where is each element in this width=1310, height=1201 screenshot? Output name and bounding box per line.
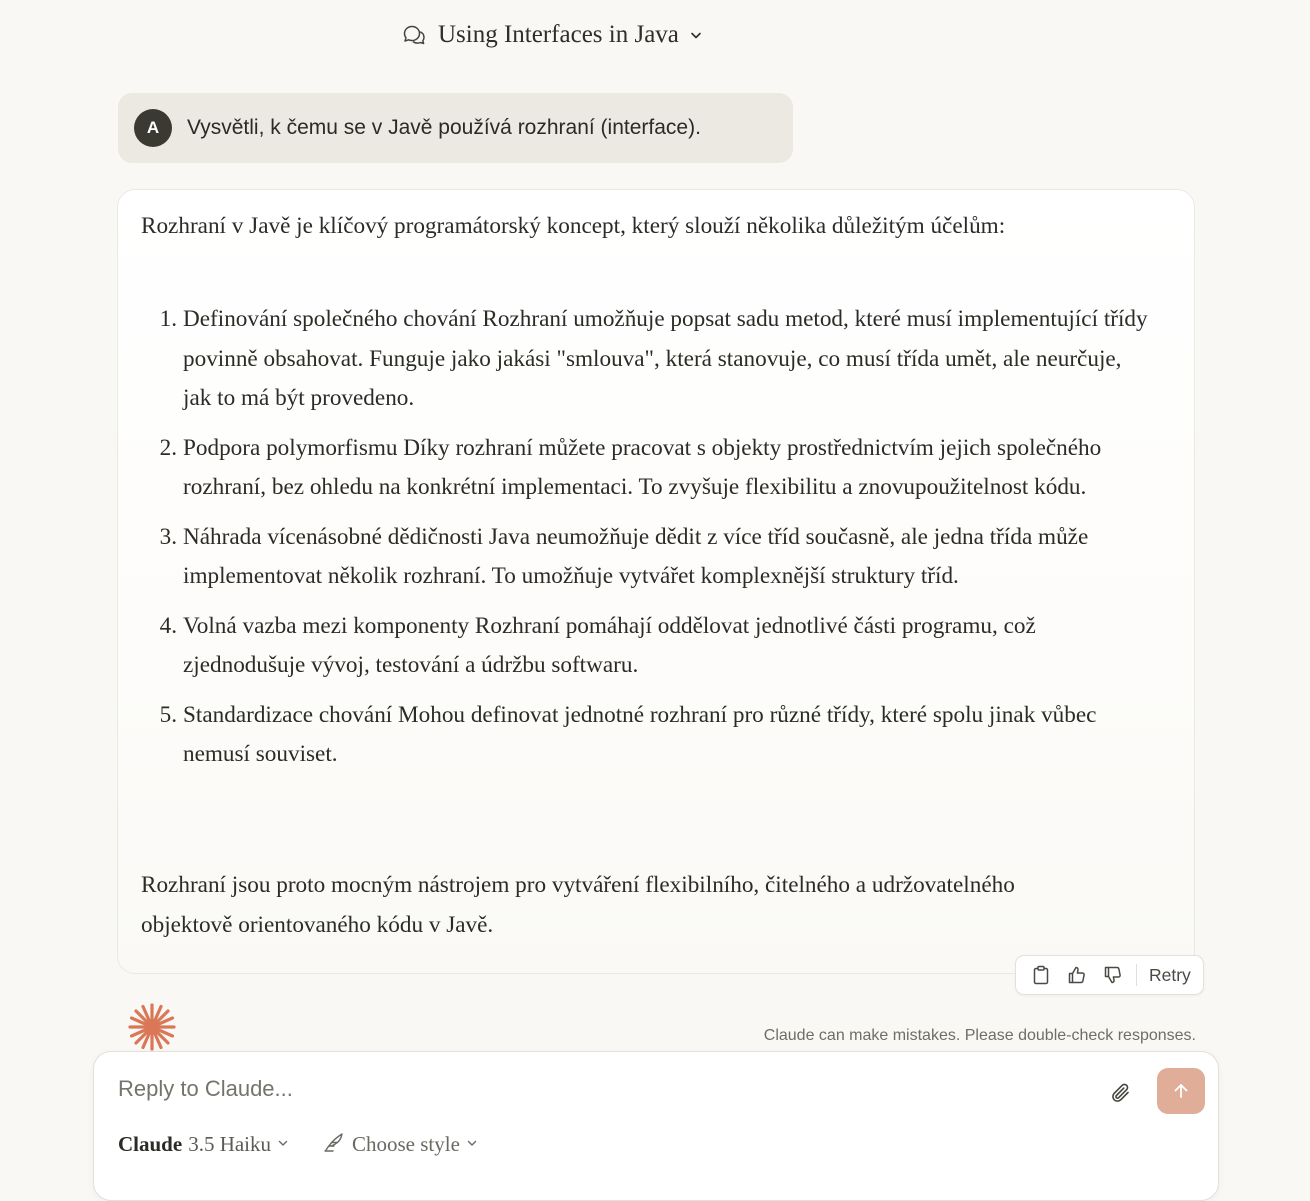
chevron-down-icon	[277, 1136, 289, 1154]
list-item-number: 3.	[159, 523, 177, 550]
response-outro: Rozhraní jsou proto mocným nástrojem pro vytváření flexibilního, čitelného a udržovatelného objektově orientovaného kódu v Javě.	[141, 872, 1015, 938]
list-item-text: Náhrada vícenásobné dědičnosti Java neumožňuje dědit z více tříd současně, ale jedna třída může implementovat několik rozhraní. To umožňuje vytvářet komplexnější struktury tříd.	[183, 523, 1089, 589]
list-item-text: Definování společného chování Rozhraní umožňuje popsat sadu metod, které musí implementující třídy povinně obsahovat. Funguje jako jakási "smlouva", která stanovuje, co musí třída umět, ale neurčuje, jak to má být provedeno.	[183, 306, 1148, 411]
thumbs-up-icon[interactable]	[1064, 962, 1090, 988]
assistant-message	[117, 189, 1195, 974]
paperclip-icon[interactable]	[1106, 1078, 1136, 1108]
list-item-text: Volná vazba mezi komponenty Rozhraní pomáhají oddělovat jednotlivé části programu, což zjednodušuje vývoj, testování a údržbu softwaru.	[183, 612, 1036, 678]
list-item	[141, 518, 1151, 597]
list-item-number: 4.	[159, 612, 177, 639]
conversation-title-dropdown[interactable]	[400, 18, 705, 52]
chevron-down-icon	[466, 1136, 478, 1154]
conversation-title: Using Interfaces in Java	[438, 21, 679, 48]
response-list	[141, 300, 1151, 785]
style-selector[interactable]	[322, 1130, 478, 1159]
list-item-text: Standardizace chování Mohou definovat jednotné rozhraní pro různé třídy, které spolu jinak vůbec nemusí souviset.	[183, 701, 1097, 767]
style-label: Choose style	[352, 1132, 460, 1156]
thumbs-down-icon[interactable]	[1100, 962, 1126, 988]
model-name: Claude	[118, 1132, 183, 1156]
quill-icon	[322, 1130, 346, 1159]
arrow-up-icon	[1171, 1081, 1191, 1101]
claude-sparkle-icon	[126, 1001, 178, 1053]
list-item-number: 5.	[159, 701, 177, 728]
chevron-down-icon	[689, 27, 705, 43]
retry-button[interactable]: Retry	[1149, 964, 1191, 985]
list-item-number: 1.	[159, 306, 177, 332]
list-item	[141, 696, 1151, 775]
list-item	[141, 607, 1151, 686]
list-item-number: 2.	[159, 434, 177, 461]
divider	[1136, 964, 1137, 986]
user-message	[118, 93, 793, 163]
list-item	[141, 429, 1151, 508]
list-item	[141, 300, 1151, 419]
user-message-text: Vysvětli, k čemu se v Javě používá rozhraní (interface).	[187, 116, 701, 139]
chat-bubbles-icon	[400, 21, 428, 49]
model-version: 3.5 Haiku	[188, 1132, 272, 1156]
avatar: A	[134, 109, 172, 147]
message-actions	[1015, 955, 1204, 995]
clipboard-icon[interactable]	[1028, 962, 1054, 988]
model-selector[interactable]	[118, 1132, 289, 1157]
send-button[interactable]	[1157, 1068, 1205, 1114]
composer	[93, 1051, 1219, 1201]
reply-input[interactable]	[118, 1074, 1078, 1104]
disclaimer-text: Claude can make mistakes. Please double-check responses.	[763, 1027, 1196, 1044]
list-item-text: Podpora polymorfismu Díky rozhraní můžete pracovat s objekty prostřednictvím jejich společného rozhraní, bez ohledu na konkrétní implementaci. To zvyšuje flexibilitu a znovupoužitelnost kódu.	[183, 434, 1102, 500]
response-intro: Rozhraní v Javě je klíčový programátorský koncept, který slouží několika důležitým účelům:	[141, 213, 1006, 239]
